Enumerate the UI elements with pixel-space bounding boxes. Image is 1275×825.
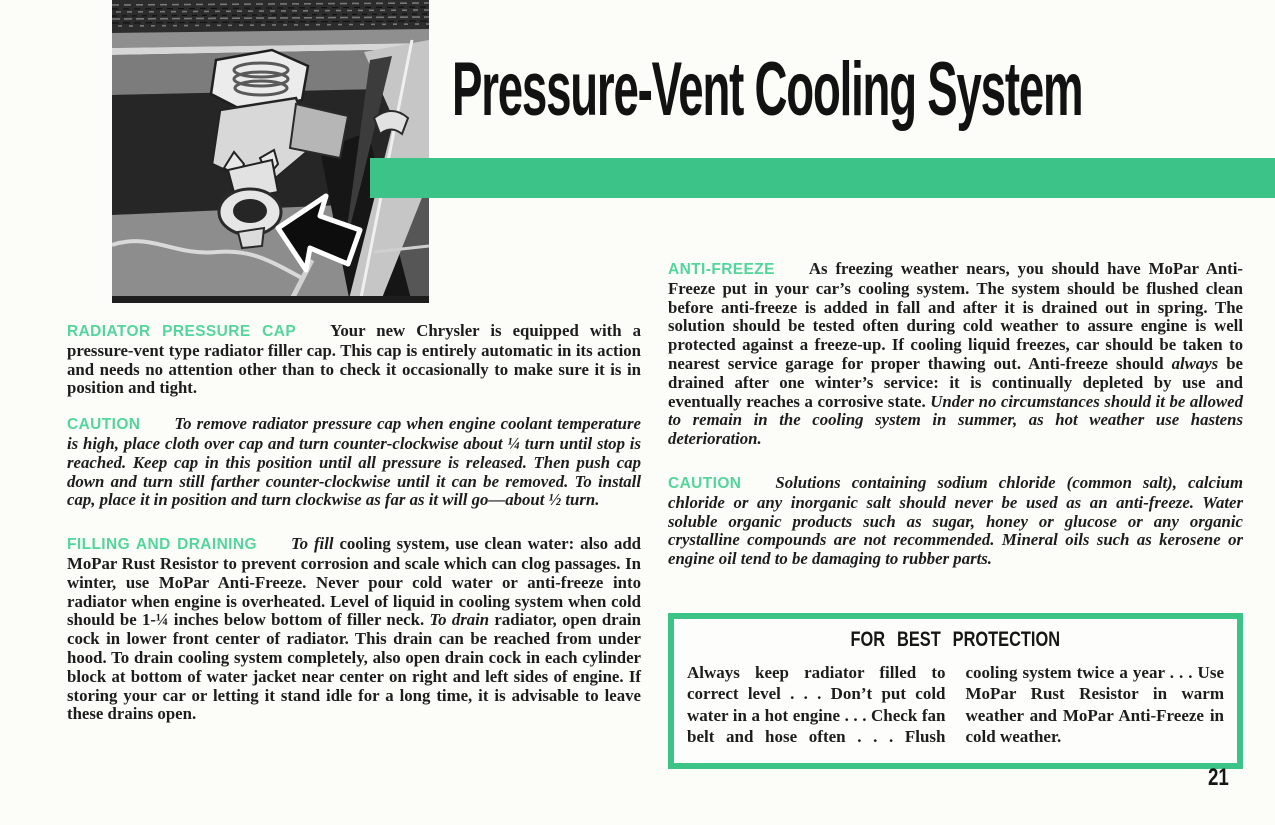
left-column bbox=[67, 322, 641, 741]
protection-box-title: FOR BEST PROTECTION bbox=[850, 627, 1061, 651]
filling-lead-to-fill: To fill bbox=[290, 534, 334, 554]
radiator-drain-cock-photo bbox=[112, 0, 429, 303]
protection-box-title-row bbox=[687, 627, 1224, 651]
caution-left-body: To remove radiator pressure cap when engine coolant temperature is high, place cloth over cap and turn counter-clockwise about ¼ turn until stop is reached. Keep cap in this position until all pressure is released. Then push cap down and turn still farther counter-clockwise until it can be removed. To install cap, place it in position and turn clockwise as far as it will go—about ½ turn. bbox=[67, 414, 641, 510]
section-radiator-pressure-cap bbox=[67, 322, 641, 398]
anti-freeze-emph-always: always bbox=[1171, 353, 1219, 373]
filling-body-2: radiator, open drain cock in lower front center of radiator. This drain can be reached from under hood. To drain cooling system completely, also open drain cock in each cylinder block at bottom of water jacket near center on right and left sides of engine. If storing your car or letting it stand idle for a long time, it is advisable to leave these drains open. bbox=[67, 610, 641, 724]
green-accent-band bbox=[370, 158, 1275, 198]
radiator-pressure-cap-heading: RADIATOR PRESSURE CAP bbox=[67, 323, 297, 340]
protection-box-body: Always keep radiator filled to correct level . . . Don’t put cold water in a hot engine . . . Check fan belt and hose often . . . Flush cooling system twice a year . . . Use MoPar Rust Resistor in warm weather and MoPar Anti-Freeze in cold weather. bbox=[687, 662, 1224, 747]
section-anti-freeze bbox=[668, 260, 1243, 449]
for-best-protection-box bbox=[668, 613, 1243, 769]
anti-freeze-body-3: Under no circumstances should it be allowed to remain in the cooling system in summer, as hot weather use hastens deterioration. bbox=[668, 391, 1243, 449]
caution-left-heading: CAUTION bbox=[67, 416, 141, 434]
anti-freeze-heading: ANTI-FREEZE bbox=[668, 261, 775, 278]
anti-freeze-body-1: As freezing weather nears, you should have MoPar Anti-Freeze put in your car’s cooling system. The system should be flushed clean before anti-freeze is added in fall and after it is drained out in spring. The solution should be tested often during cold weather to assure engine is well protected against a freeze-up. If cooling liquid freezes, car should be taken to nearest service garage for proper thawing out. Anti-freeze should bbox=[668, 259, 1243, 373]
filling-body-1: cooling system, use clean water: also add MoPar Rust Resistor to prevent corrosion and scale which can clog passages. In winter, use MoPar Anti-Freeze. Never pour cold water or anti-freeze into radiator when engine is overheated. Level of liquid in cooling system when cold should be 1-¼ inches below bottom of filler neck. bbox=[67, 534, 642, 630]
radiator-pressure-cap-body: Your new Chrysler is equipped with a pressure-vent type radiator filler cap. This cap is entirely automatic in its action and needs no attention other than to check it occasionally to make sure it is in position and tight. bbox=[67, 321, 641, 398]
page-number: 21 bbox=[1208, 764, 1229, 791]
filling-lead-to-drain: To drain bbox=[429, 610, 490, 630]
filling-and-draining-heading: FILLING AND DRAINING bbox=[67, 536, 257, 554]
section-caution-right bbox=[668, 474, 1243, 569]
right-column bbox=[668, 260, 1243, 769]
section-caution-left bbox=[67, 415, 641, 510]
anti-freeze-body-2: be drained after one winter’s service: it is continually depleted by use and eventually reaches a corrosive state. bbox=[668, 353, 1243, 411]
page-title: Pressure-Vent Cooling System bbox=[452, 47, 1083, 132]
caution-right-body: Solutions containing sodium chloride (common salt), calcium chloride or any inorganic salt should never be used as an anti-freeze. Water soluble organic products such as sugar, honey or glucose or any organic crystalline compounds are not recommended. Mineral oils such as kerosene or engine oil tend to be damaging to rubber parts. bbox=[668, 472, 1243, 569]
section-filling-and-draining bbox=[67, 535, 641, 724]
caution-right-heading: CAUTION bbox=[668, 474, 742, 492]
